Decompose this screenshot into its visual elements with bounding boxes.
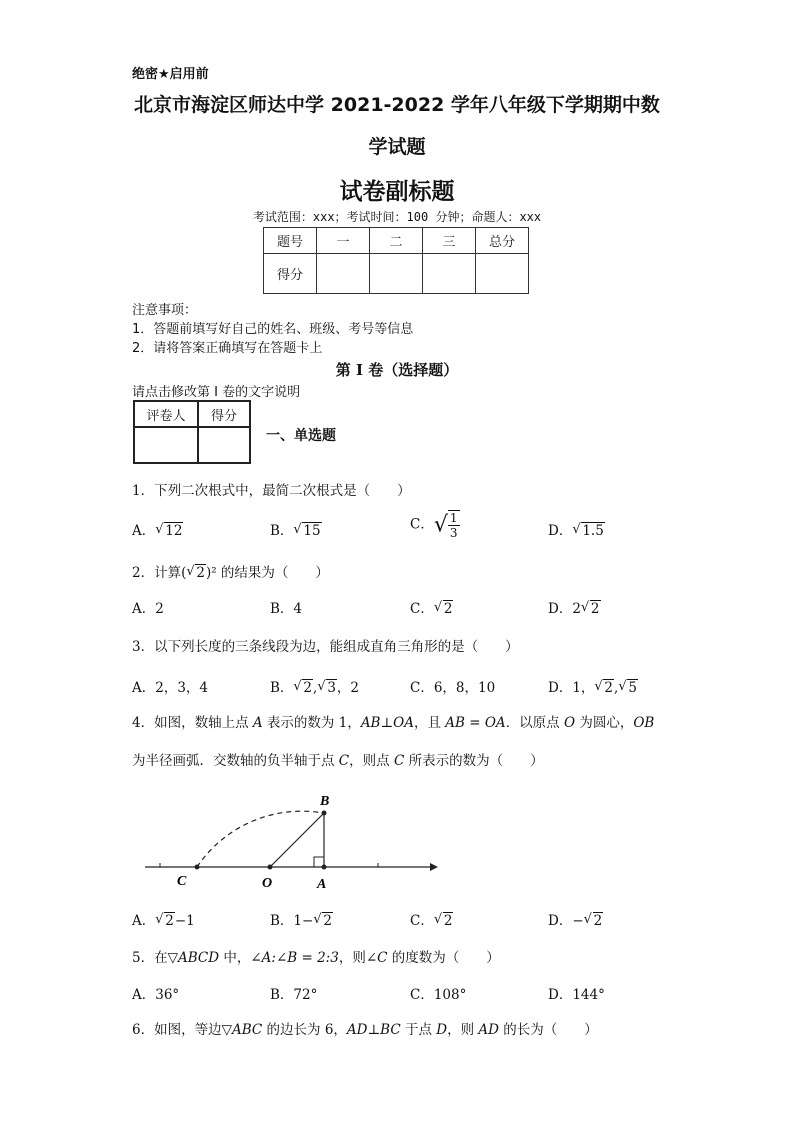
q3-option-b: B．√ 2,√ 3，2 xyxy=(270,676,359,696)
exam-title-line2: 学试题 xyxy=(368,136,426,158)
score-empty-cell xyxy=(476,254,529,294)
q3-option-c: C．6，8，10 xyxy=(410,680,496,696)
q2-option-c: C．√ 2 xyxy=(410,597,453,617)
number-line-figure xyxy=(140,785,440,895)
score-header-cell: 三 xyxy=(423,228,476,254)
grader-header-cell: 得分 xyxy=(198,401,250,427)
q5-option-c: C．108° xyxy=(410,987,467,1003)
score-row-label: 得分 xyxy=(264,254,317,294)
label-o: O xyxy=(262,876,273,891)
grader-table xyxy=(133,400,251,464)
note-item: 2．请将答案正确填写在答题卡上 xyxy=(132,341,323,356)
dashed-arc xyxy=(197,811,323,867)
q5-option-d: D．144° xyxy=(548,987,605,1003)
score-header-cell: 一 xyxy=(317,228,370,254)
point-b xyxy=(322,811,327,816)
exam-title-line1: 北京市海淀区师达中学 2021-2022 学年八年级下学期期中数 xyxy=(134,94,660,116)
note-item: 1．答题前填写好自己的姓名、班级、考号等信息 xyxy=(132,322,414,337)
question-4-stem-line1: 4．如图，数轴上点 A 表示的数为 1，AB⊥OA，且 AB = OA．以原点 O 为圆心，OB xyxy=(132,715,655,731)
grader-header-cell: 评卷人 xyxy=(134,401,198,427)
axis-arrow-icon xyxy=(430,863,438,871)
q3-option-a: A．2，3，4 xyxy=(132,680,209,696)
q1-option-b: B．√ 15 xyxy=(270,519,322,539)
question-5-stem: 5．在▽ABCD 中，∠A:∠B = 2:3，则∠C 的度数为（ ） xyxy=(132,950,500,966)
label-a: A xyxy=(317,877,327,892)
q4-option-c: C．√ 2 xyxy=(410,909,453,929)
score-empty-cell xyxy=(370,254,423,294)
label-b: B xyxy=(320,794,330,809)
q1-option-a: A．√ 12 xyxy=(132,519,183,539)
q5-option-b: B．72° xyxy=(270,987,318,1003)
point-c xyxy=(195,865,200,870)
label-c: C xyxy=(177,874,187,889)
point-o xyxy=(268,865,273,870)
notes-heading: 注意事项： xyxy=(132,303,198,318)
q2-option-b: B．4 xyxy=(270,601,303,617)
score-empty-cell xyxy=(317,254,370,294)
segment-ob xyxy=(270,813,324,867)
q1-option-d: D．√ 1.5 xyxy=(548,519,605,539)
q3-option-d: D．1，√ 2,√ 5 xyxy=(548,676,638,696)
exam-subtitle: 试卷副标题 xyxy=(339,179,455,205)
exam-meta: 考试范围：xxx；考试时间：100 分钟；命题人：xxx xyxy=(252,210,542,224)
q2-option-a: A．2 xyxy=(132,601,164,617)
question-6-stem: 6．如图，等边▽ABC 的边长为 6，AD⊥BC 于点 D，则 AD 的长为（ ） xyxy=(132,1022,598,1038)
q1-option-c: C．√ $\frac{1}{3}$ xyxy=(410,511,458,540)
score-header-cell: 总分 xyxy=(476,228,529,254)
q2-option-d: D．2√ 2 xyxy=(548,597,601,617)
q4-option-d: D．−√ 2 xyxy=(548,909,603,929)
q5-option-a: A．36° xyxy=(132,987,180,1003)
question-4-stem-line2: 为半径画弧．交数轴的负半轴于点 C，则点 C 所表示的数为（ ） xyxy=(132,753,544,769)
part-title: 一、单选题 xyxy=(266,428,336,444)
score-header-cell: 二 xyxy=(370,228,423,254)
q4-option-a: A．√ 2−1 xyxy=(132,909,195,929)
question-3-stem: 3．以下列长度的三条线段为边，能组成直角三角形的是（ ） xyxy=(132,639,519,655)
grader-empty-cell xyxy=(198,427,250,463)
score-header-cell: 题号 xyxy=(264,228,317,254)
score-table xyxy=(263,227,529,294)
question-1-stem: 1．下列二次根式中，最简二次根式是（ ） xyxy=(132,483,411,499)
confidential-mark: 绝密★启用前 xyxy=(132,67,209,82)
score-empty-cell xyxy=(423,254,476,294)
section-title: 第 I 卷（选择题） xyxy=(335,361,459,379)
grader-empty-cell xyxy=(134,427,198,463)
q4-option-b: B．1−√ 2 xyxy=(270,909,333,929)
section-hint[interactable]: 请点击修改第 I 卷的文字说明 xyxy=(132,385,301,400)
point-a xyxy=(322,865,327,870)
question-2-stem: 2．计算(√ 2)² 的结果为（ ） xyxy=(132,561,329,581)
